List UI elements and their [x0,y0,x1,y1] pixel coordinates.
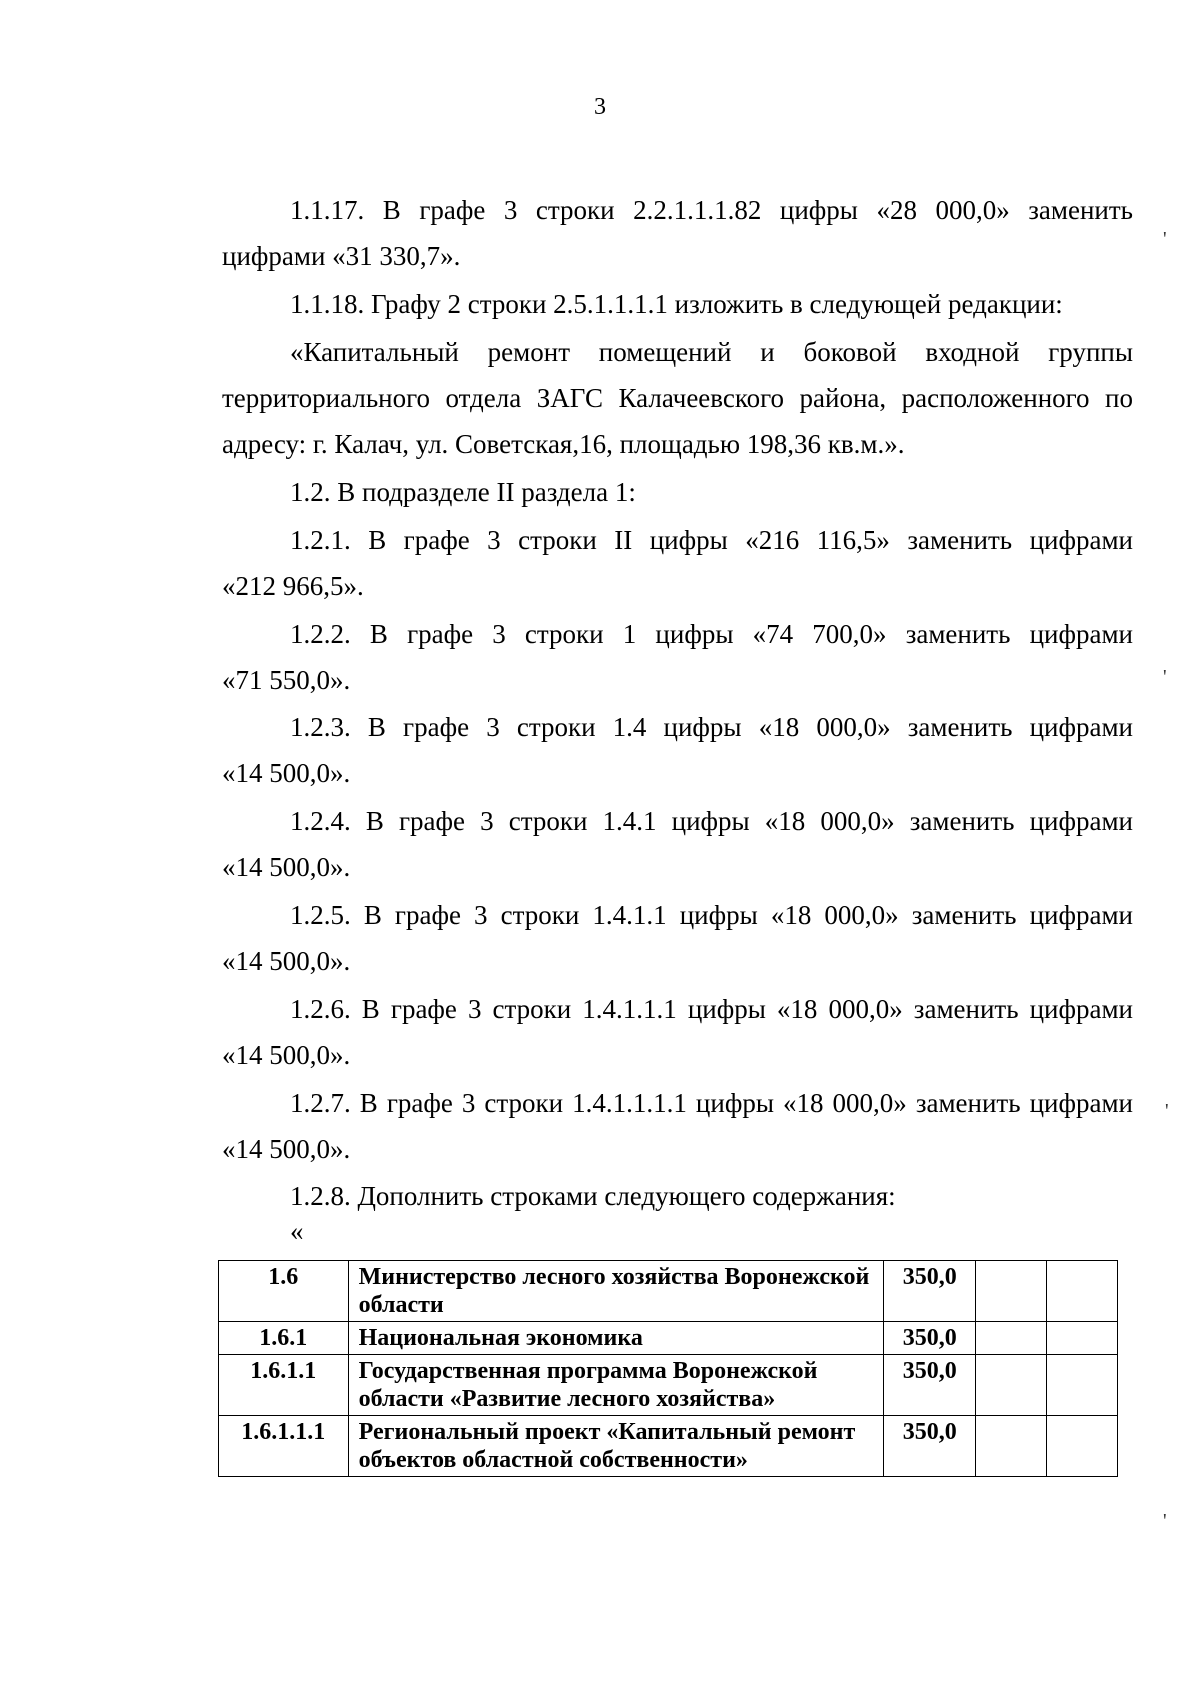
page-number: 3 [594,94,606,120]
margin-mark: ' [1163,1510,1167,1532]
quote-line-1: «Капитальный ремонт помещений и боковой входной группы [290,337,1133,367]
margin-mark: ' [1163,228,1167,250]
paragraph-1-1-18: 1.1.18. Графу 2 строки 2.5.1.1.1.1 изложить в следующей редакции: [290,289,1063,319]
paragraph-1-2: 1.2. В подразделе II раздела 1: [290,477,636,507]
paragraph-1-2-1-line-2: «212 966,5». [222,571,364,601]
empty-cell [1046,1322,1117,1355]
paragraph-1-2-7-line-2: «14 500,0». [222,1134,351,1164]
margin-mark: ' [1165,1100,1169,1122]
empty-cell [976,1416,1047,1477]
paragraph-1-2-2-line-1: 1.2.2. В графе 3 строки 1 цифры «74 700,0» заменить цифрами [290,619,1133,649]
paragraph-1-1-17-line-2: цифрами «31 330,7». [222,241,461,271]
row-number: 1.6.1.1.1 [219,1416,349,1477]
budget-table [218,1260,1118,1477]
quote-line-3: адресу: г. Калач, ул. Советская,16, площадью 198,36 кв.м.». [222,429,905,459]
row-name: Министерство лесного хозяйства Воронежской области [348,1261,884,1322]
paragraph-1-2-4-line-1: 1.2.4. В графе 3 строки 1.4.1 цифры «18 000,0» заменить цифрами [290,806,1133,836]
table-row [219,1261,1118,1322]
paragraph-1-2-3-line-2: «14 500,0». [222,758,351,788]
empty-cell [976,1355,1047,1416]
row-value: 350,0 [884,1322,976,1355]
empty-cell [976,1322,1047,1355]
paragraph-1-2-6-line-2: «14 500,0». [222,1040,351,1070]
empty-cell [1046,1355,1117,1416]
paragraph-1-1-17-line-1: 1.1.17. В графе 3 строки 2.2.1.1.1.82 цифры «28 000,0» заменить [290,195,1133,225]
row-number: 1.6.1 [219,1322,349,1355]
paragraph-1-2-2-line-2: «71 550,0». [222,665,351,695]
paragraph-1-2-4-line-2: «14 500,0». [222,852,351,882]
paragraph-1-2-8: 1.2.8. Дополнить строками следующего содержания: [290,1181,896,1211]
empty-cell [1046,1416,1117,1477]
row-number: 1.6 [219,1261,349,1322]
open-quote: « [290,1216,304,1246]
empty-cell [1046,1261,1117,1322]
row-number: 1.6.1.1 [219,1355,349,1416]
row-value: 350,0 [884,1355,976,1416]
table-row [219,1322,1118,1355]
table-row [219,1416,1118,1477]
row-name: Национальная экономика [348,1322,884,1355]
paragraph-1-2-5-line-2: «14 500,0». [222,946,351,976]
quote-line-2: территориального отдела ЗАГС Калачеевского района, расположенного по [222,383,1133,413]
paragraph-1-2-7-line-1: 1.2.7. В графе 3 строки 1.4.1.1.1.1 цифры «18 000,0» заменить цифрами [290,1088,1133,1118]
row-name: Государственная программа Воронежской области «Развитие лесного хозяйства» [348,1355,884,1416]
margin-mark: ' [1163,666,1167,688]
table-row [219,1355,1118,1416]
paragraph-1-2-3-line-1: 1.2.3. В графе 3 строки 1.4 цифры «18 000,0» заменить цифрами [290,712,1133,742]
row-value: 350,0 [884,1416,976,1477]
paragraph-1-2-1-line-1: 1.2.1. В графе 3 строки II цифры «216 116,5» заменить цифрами [290,525,1133,555]
empty-cell [976,1261,1047,1322]
row-name: Региональный проект «Капитальный ремонт объектов областной собственности» [348,1416,884,1477]
row-value: 350,0 [884,1261,976,1322]
paragraph-1-2-5-line-1: 1.2.5. В графе 3 строки 1.4.1.1 цифры «18 000,0» заменить цифрами [290,900,1133,930]
paragraph-1-2-6-line-1: 1.2.6. В графе 3 строки 1.4.1.1.1 цифры «18 000,0» заменить цифрами [290,994,1133,1024]
